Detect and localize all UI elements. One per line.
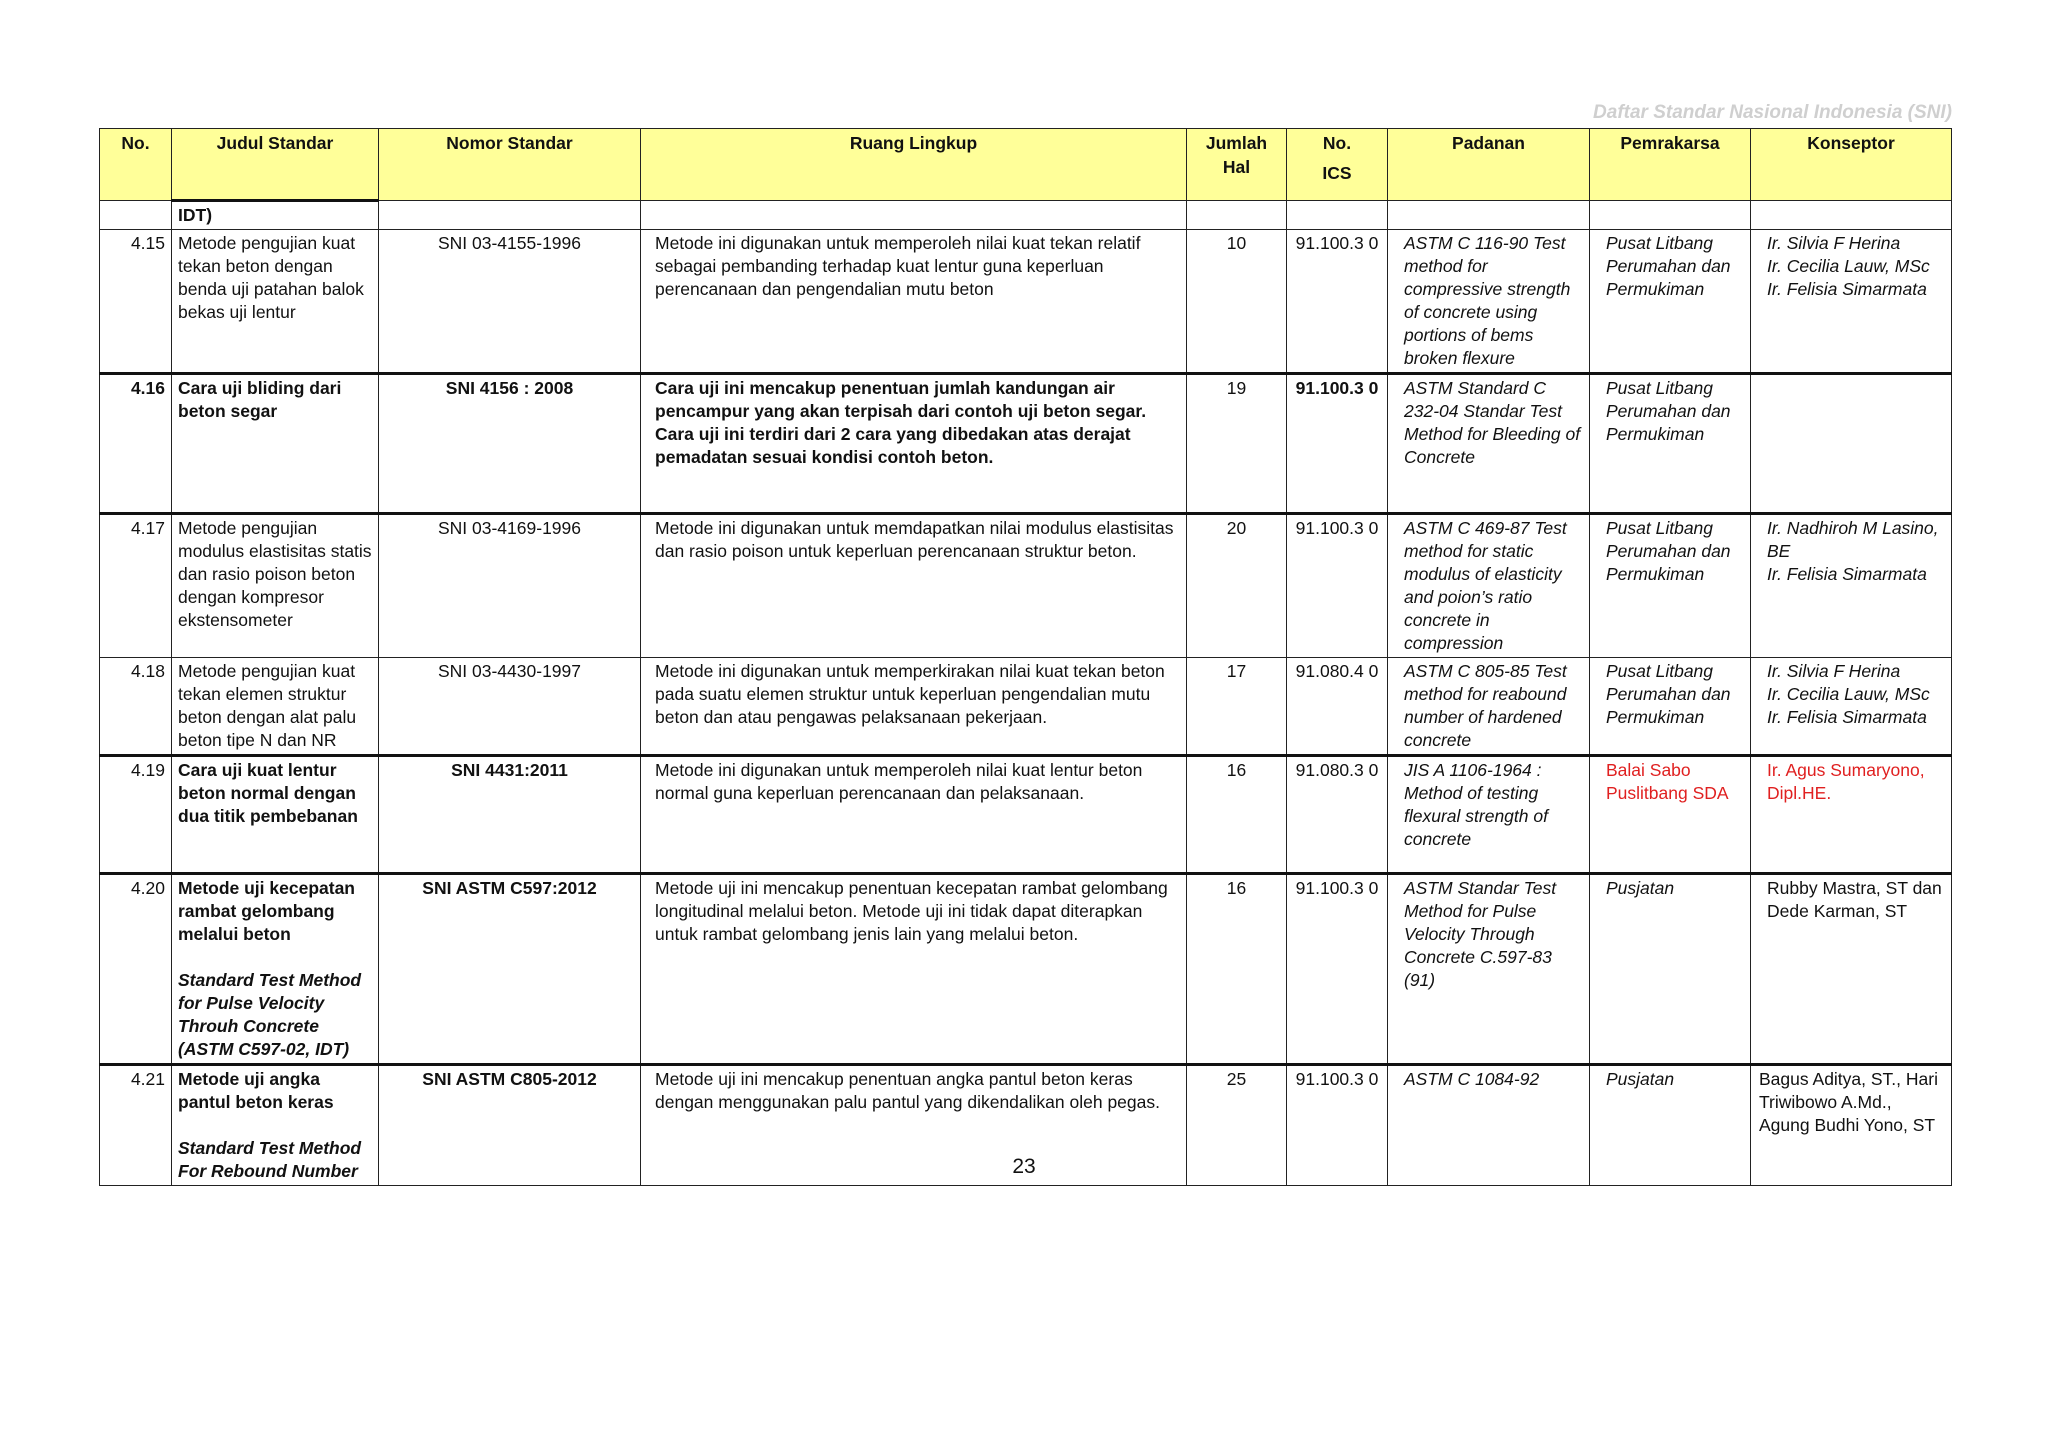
cell-nomor: SNI 4431:2011 <box>379 756 641 874</box>
cell-padanan <box>1388 201 1590 230</box>
konseptor-name: Ir. Agus Sumaryono, Dipl.HE. <box>1767 760 1925 803</box>
col-header-padanan: Padanan <box>1388 129 1590 201</box>
cell-pemrakarsa: Pusjatan <box>1590 1065 1751 1186</box>
cell-nomor: SNI 03-4169-1996 <box>379 514 641 658</box>
cell-jumlah: 16 <box>1187 874 1287 1065</box>
cell-jumlah: 16 <box>1187 756 1287 874</box>
cell-nomor: SNI ASTM C805-2012 <box>379 1065 641 1186</box>
cell-jumlah: 20 <box>1187 514 1287 658</box>
cell-padanan: ASTM Standar Test Method for Pulse Velocity Through Concrete C.597-83 (91) <box>1388 874 1590 1065</box>
cell-judul: IDT) <box>172 201 379 230</box>
cell-ics <box>1287 201 1388 230</box>
cell-no: 4.19 <box>100 756 172 874</box>
cell-pemrakarsa <box>1590 201 1751 230</box>
cell-ics: 91.100.3 0 <box>1287 874 1388 1065</box>
cell-ruang: Metode ini digunakan untuk memperoleh nilai kuat lentur beton normal guna keperluan perencanaan dan pelaksanaan. <box>641 756 1187 874</box>
konseptor-name: Ir. Cecilia Lauw, MSc <box>1767 256 1930 276</box>
table-header-row <box>100 129 1952 201</box>
table-row <box>100 874 1952 1065</box>
cell-nomor: SNI 03-4155-1996 <box>379 230 641 374</box>
col-header-no: No. <box>100 129 172 201</box>
cell-nomor: SNI 4156 : 2008 <box>379 374 641 514</box>
cell-ruang <box>641 201 1187 230</box>
cell-judul: Cara uji bliding dari beton segar <box>172 374 379 514</box>
document-header-title: Daftar Standar Nasional Indonesia (SNI) <box>1593 102 1952 123</box>
cell-judul: Metode pengujian kuat tekan elemen struktur beton dengan alat palu beton tipe N dan NR <box>172 658 379 756</box>
cell-pemrakarsa: Pusat Litbang Perumahan dan Permukiman <box>1590 374 1751 514</box>
cell-padanan: ASTM C 805-85 Test method for reabound number of hardened concrete <box>1388 658 1590 756</box>
cell-padanan: JIS A 1106-1964 : Method of testing flexural strength of concrete <box>1388 756 1590 874</box>
cell-no: 4.18 <box>100 658 172 756</box>
cell-pemrakarsa: Pusat Litbang Perumahan dan Permukiman <box>1590 514 1751 658</box>
judul-en: Standard Test Method for Pulse Velocity Throuh Concrete (ASTM C597-02, IDT) <box>178 970 362 1059</box>
cell-ics: 91.100.3 0 <box>1287 230 1388 374</box>
cell-konseptor <box>1751 874 1952 1065</box>
col-header-ics <box>1287 129 1388 201</box>
col-header-konseptor: Konseptor <box>1751 129 1952 201</box>
cell-jumlah: 19 <box>1187 374 1287 514</box>
cell-judul <box>172 874 379 1065</box>
cell-jumlah: 17 <box>1187 658 1287 756</box>
cell-konseptor <box>1751 658 1952 756</box>
table-row <box>100 514 1952 658</box>
table-row <box>100 756 1952 874</box>
page-number: 23 <box>1012 1155 1036 1178</box>
col-header-jumlah-line1: Jumlah <box>1205 133 1268 153</box>
cell-ics: 91.100.3 0 <box>1287 514 1388 658</box>
cell-ruang: Metode ini digunakan untuk memdapatkan nilai modulus elastisitas dan rasio poison untuk keperluan perencanaan struktur beton. <box>641 514 1187 658</box>
cell-ruang: Metode uji ini mencakup penentuan angka pantul beton keras dengan menggunakan palu pantul yang dikendalikan oleh pegas. <box>641 1065 1187 1186</box>
col-header-jumlah <box>1187 129 1287 201</box>
col-header-ruang: Ruang Lingkup <box>641 129 1187 201</box>
table-row <box>100 374 1952 514</box>
judul-id: Metode uji kecepatan rambat gelombang melalui beton <box>178 878 355 944</box>
col-header-nomor: Nomor Standar <box>379 129 641 201</box>
konseptor-name: Ir. Silvia F Herina <box>1767 233 1901 253</box>
sni-standards-table <box>99 128 1952 1186</box>
cell-padanan: ASTM C 1084-92 <box>1388 1065 1590 1186</box>
cell-no: 4.21 <box>100 1065 172 1186</box>
cell-padanan: ASTM C 469-87 Test method for static modulus of elasticity and poion’s ratio concrete in compression <box>1388 514 1590 658</box>
konseptor-name: Ir. Cecilia Lauw, MSc <box>1767 684 1930 704</box>
table-row-continuation <box>100 201 1952 230</box>
cell-no: 4.16 <box>100 374 172 514</box>
cell-jumlah: 25 <box>1187 1065 1287 1186</box>
cell-pemrakarsa: Balai Sabo Puslitbang SDA <box>1590 756 1751 874</box>
col-header-jumlah-line2: Hal <box>1222 157 1251 177</box>
cell-konseptor <box>1751 201 1952 230</box>
judul-id: Metode uji angka pantul beton keras <box>178 1069 334 1112</box>
cell-ruang: Cara uji ini mencakup penentuan jumlah kandungan air pencampur yang akan terpisah dari contoh uji beton segar. Cara uji ini terdiri dari 2 cara yang dibedakan atas derajat pemadatan sesuai kondisi contoh beton. <box>641 374 1187 514</box>
cell-nomor <box>379 201 641 230</box>
table-row <box>100 230 1952 374</box>
col-header-ics-line1: No. <box>1322 133 1352 153</box>
col-header-ics-line2: ICS <box>1322 163 1352 183</box>
cell-konseptor <box>1751 756 1952 874</box>
konseptor-name: Rubby Mastra, ST dan Dede Karman, ST <box>1767 878 1942 921</box>
cell-no: 4.17 <box>100 514 172 658</box>
cell-ruang: Metode ini digunakan untuk memperkirakan nilai kuat tekan beton pada suatu elemen struktur untuk keperluan pengendalian mutu beton dan atau pengawas pelaksanaan pekerjaan. <box>641 658 1187 756</box>
cell-ics: 91.100.3 0 <box>1287 374 1388 514</box>
konseptor-name: Ir. Felisia Simarmata <box>1767 707 1927 727</box>
cell-jumlah <box>1187 201 1287 230</box>
cell-pemrakarsa: Pusat Litbang Perumahan dan Permukiman <box>1590 230 1751 374</box>
cell-ics: 91.080.3 0 <box>1287 756 1388 874</box>
table-row <box>100 658 1952 756</box>
cell-ruang: Metode ini digunakan untuk memperoleh nilai kuat tekan relatif sebagai pembanding terhadap kuat lentur guna keperluan perencanaan dan pengendalian mutu beton <box>641 230 1187 374</box>
cell-no: 4.20 <box>100 874 172 1065</box>
cell-pemrakarsa: Pusat Litbang Perumahan dan Permukiman <box>1590 658 1751 756</box>
cell-jumlah: 10 <box>1187 230 1287 374</box>
cell-ruang: Metode uji ini mencakup penentuan kecepatan rambat gelombang longitudinal melalui beton. Metode uji ini tidak dapat diterapkan untuk rambat gelombang jenis lain yang melalui beton. <box>641 874 1187 1065</box>
konseptor-name: Ir. Nadhiroh M Lasino, BE <box>1767 518 1939 561</box>
konseptor-name: Bagus Aditya, ST., Hari Triwibowo A.Md., Agung Budhi Yono, ST <box>1759 1069 1938 1135</box>
cell-padanan: ASTM C 116-90 Test method for compressive strength of concrete using portions of bems broken flexure <box>1388 230 1590 374</box>
cell-pemrakarsa: Pusjatan <box>1590 874 1751 1065</box>
cell-judul: Metode pengujian modulus elastisitas statis dan rasio poison beton dengan kompresor ekstensometer <box>172 514 379 658</box>
cell-ics: 91.100.3 0 <box>1287 1065 1388 1186</box>
judul-en: Standard Test Method For Rebound Number <box>178 1138 362 1181</box>
cell-no: 4.15 <box>100 230 172 374</box>
cell-konseptor <box>1751 230 1952 374</box>
cell-padanan: ASTM Standard C 232-04 Standar Test Method for Bleeding of Concrete <box>1388 374 1590 514</box>
konseptor-name: Ir. Felisia Simarmata <box>1767 279 1927 299</box>
konseptor-name: Ir. Silvia F Herina <box>1767 661 1901 681</box>
col-header-pemrakarsa: Pemrakarsa <box>1590 129 1751 201</box>
cell-ics: 91.080.4 0 <box>1287 658 1388 756</box>
cell-nomor: SNI ASTM C597:2012 <box>379 874 641 1065</box>
cell-konseptor <box>1751 514 1952 658</box>
cell-nomor: SNI 03-4430-1997 <box>379 658 641 756</box>
cell-no <box>100 201 172 230</box>
cell-konseptor <box>1751 374 1952 514</box>
konseptor-name: Ir. Felisia Simarmata <box>1767 564 1927 584</box>
cell-judul: Metode pengujian kuat tekan beton dengan benda uji patahan balok bekas uji lentur <box>172 230 379 374</box>
cell-judul: Cara uji kuat lentur beton normal dengan dua titik pembebanan <box>172 756 379 874</box>
col-header-judul: Judul Standar <box>172 129 379 201</box>
